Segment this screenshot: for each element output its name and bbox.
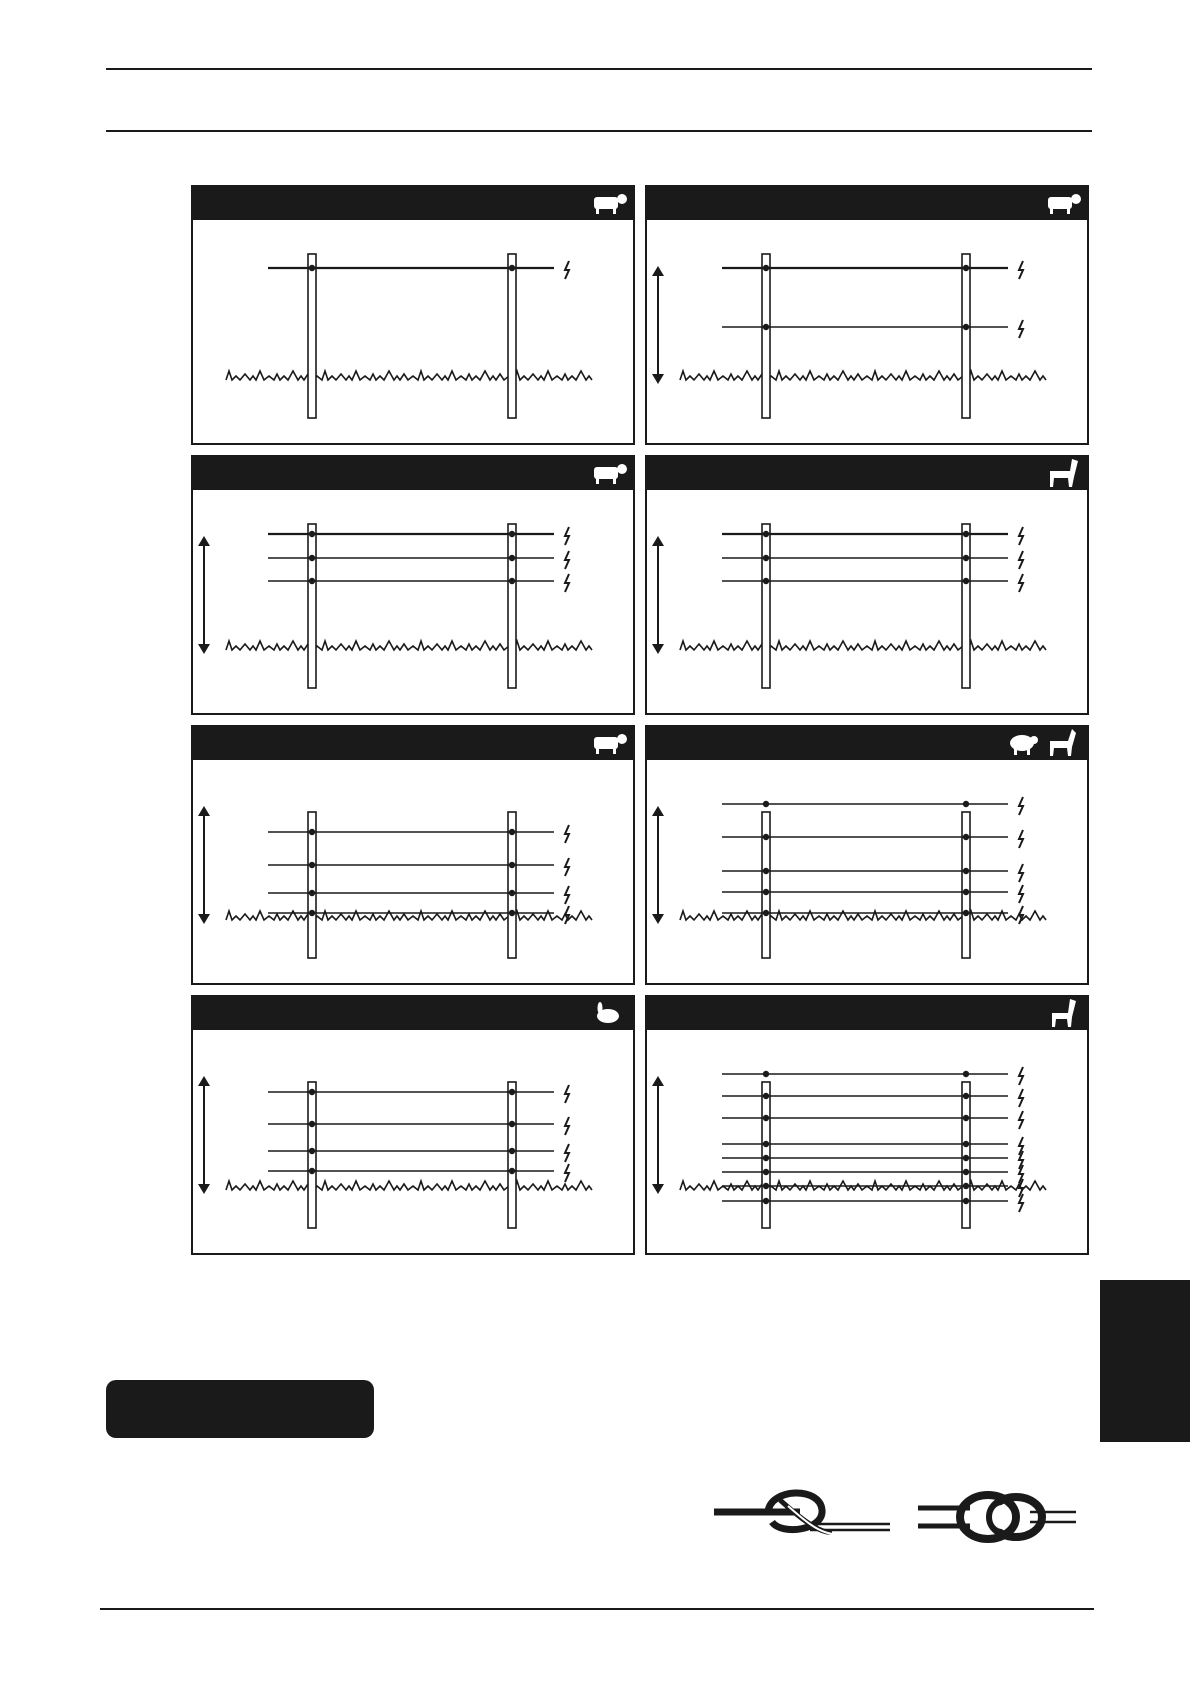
sheep-icon-leg bbox=[1027, 748, 1030, 755]
wire-insulator bbox=[963, 531, 969, 537]
wire-insulator bbox=[509, 531, 515, 537]
panel-title-bar bbox=[646, 186, 1088, 220]
section-heading-pill bbox=[106, 1380, 374, 1438]
wire-insulator bbox=[963, 1169, 969, 1175]
wire-insulator bbox=[963, 1115, 969, 1121]
pig-icon-head bbox=[617, 734, 627, 744]
wire-insulator bbox=[763, 910, 769, 916]
wire-insulator bbox=[963, 868, 969, 874]
wire-insulator bbox=[309, 862, 315, 868]
fence-panel bbox=[192, 186, 634, 444]
wire-insulator bbox=[963, 1198, 969, 1204]
wire-insulator bbox=[509, 578, 515, 584]
wire-insulator bbox=[509, 1089, 515, 1095]
wire-insulator bbox=[963, 834, 969, 840]
wire-insulator bbox=[509, 829, 515, 835]
wire-insulator bbox=[963, 578, 969, 584]
cow-icon-leg bbox=[596, 207, 599, 214]
cow-icon-leg bbox=[613, 207, 616, 214]
figure-eight-knot-icon bbox=[918, 1495, 1076, 1539]
fence-panel bbox=[646, 456, 1088, 714]
panel-title-bar bbox=[192, 996, 634, 1030]
panel-title-bar bbox=[646, 456, 1088, 490]
panel-title-bar bbox=[192, 186, 634, 220]
wire-insulator bbox=[309, 265, 315, 271]
pig-icon-leg bbox=[596, 747, 599, 754]
fence-post bbox=[308, 524, 316, 688]
cow-icon-leg bbox=[1050, 207, 1053, 214]
wire-insulator bbox=[763, 868, 769, 874]
wire-insulator bbox=[763, 834, 769, 840]
wire-insulator bbox=[509, 1148, 515, 1154]
fence-panel bbox=[646, 726, 1088, 984]
wire-insulator bbox=[963, 1155, 969, 1161]
wire-insulator bbox=[763, 265, 769, 271]
wire-insulator bbox=[509, 1168, 515, 1174]
fence-post bbox=[508, 254, 516, 418]
wire-insulator bbox=[309, 1089, 315, 1095]
cow-icon-head bbox=[617, 464, 627, 474]
sheep-icon bbox=[1010, 735, 1034, 751]
sheep-icon-head bbox=[1030, 736, 1038, 744]
reef-knot-icon bbox=[714, 1493, 890, 1534]
wire-insulator bbox=[963, 1183, 969, 1189]
chapter-side-tab bbox=[1100, 1280, 1190, 1442]
wire-insulator bbox=[763, 801, 769, 807]
wire-insulator bbox=[763, 578, 769, 584]
wire-insulator bbox=[309, 890, 315, 896]
wire-insulator bbox=[763, 555, 769, 561]
wire-insulator bbox=[509, 1121, 515, 1127]
wire-insulator bbox=[309, 1168, 315, 1174]
wire-insulator bbox=[763, 324, 769, 330]
wire-insulator bbox=[509, 910, 515, 916]
wire-insulator bbox=[963, 324, 969, 330]
rabbit-icon-ear bbox=[598, 1002, 603, 1014]
panel-frame bbox=[192, 726, 634, 984]
fence-post bbox=[308, 254, 316, 418]
wire-insulator bbox=[763, 1169, 769, 1175]
wire-insulator bbox=[763, 889, 769, 895]
knot-illustrations bbox=[710, 1478, 1080, 1568]
sheep-icon-leg bbox=[1014, 748, 1017, 755]
wire-insulator bbox=[963, 889, 969, 895]
wire-insulator bbox=[963, 265, 969, 271]
wire-insulator bbox=[309, 531, 315, 537]
wire-insulator bbox=[963, 1071, 969, 1077]
cow-icon-leg bbox=[596, 477, 599, 484]
fence-post bbox=[962, 254, 970, 418]
fence-panel bbox=[192, 726, 634, 984]
wire-insulator bbox=[509, 890, 515, 896]
pig-icon-leg bbox=[613, 747, 616, 754]
fence-panel bbox=[646, 996, 1088, 1254]
wire-insulator bbox=[509, 265, 515, 271]
wire-insulator bbox=[309, 829, 315, 835]
panel-frame bbox=[646, 186, 1088, 444]
wire-insulator bbox=[509, 862, 515, 868]
wire-insulator bbox=[963, 555, 969, 561]
wire-insulator bbox=[963, 801, 969, 807]
wire-insulator bbox=[763, 1155, 769, 1161]
panel-title-bar bbox=[646, 996, 1088, 1030]
wire-insulator bbox=[763, 1198, 769, 1204]
panel-frame bbox=[192, 186, 634, 444]
fence-panel bbox=[646, 186, 1088, 444]
wire-insulator bbox=[963, 910, 969, 916]
wire-insulator bbox=[763, 1093, 769, 1099]
wire-insulator bbox=[309, 910, 315, 916]
cow-icon-leg bbox=[1067, 207, 1070, 214]
fence-post bbox=[962, 524, 970, 688]
panel-frame bbox=[646, 726, 1088, 984]
wire-insulator bbox=[309, 1121, 315, 1127]
fence-panel bbox=[192, 996, 634, 1254]
wire-insulator bbox=[309, 555, 315, 561]
wire-insulator bbox=[309, 578, 315, 584]
fence-post bbox=[308, 1082, 316, 1228]
wire-insulator bbox=[763, 1071, 769, 1077]
fence-post bbox=[762, 254, 770, 418]
fence-post bbox=[508, 524, 516, 688]
panel-title-bar bbox=[192, 456, 634, 490]
fence-post bbox=[508, 1082, 516, 1228]
cow-icon-head bbox=[1071, 194, 1081, 204]
cow-icon-leg bbox=[613, 477, 616, 484]
wire-insulator bbox=[309, 1148, 315, 1154]
wire-insulator bbox=[763, 531, 769, 537]
panel-title-bar bbox=[192, 726, 634, 760]
fence-panel bbox=[192, 456, 634, 714]
wire-insulator bbox=[763, 1115, 769, 1121]
wire-insulator bbox=[763, 1183, 769, 1189]
wire-insulator bbox=[963, 1141, 969, 1147]
wire-insulator bbox=[963, 1093, 969, 1099]
cow-icon-head bbox=[617, 194, 627, 204]
wire-insulator bbox=[509, 555, 515, 561]
wire-insulator bbox=[763, 1141, 769, 1147]
fence-post bbox=[762, 524, 770, 688]
